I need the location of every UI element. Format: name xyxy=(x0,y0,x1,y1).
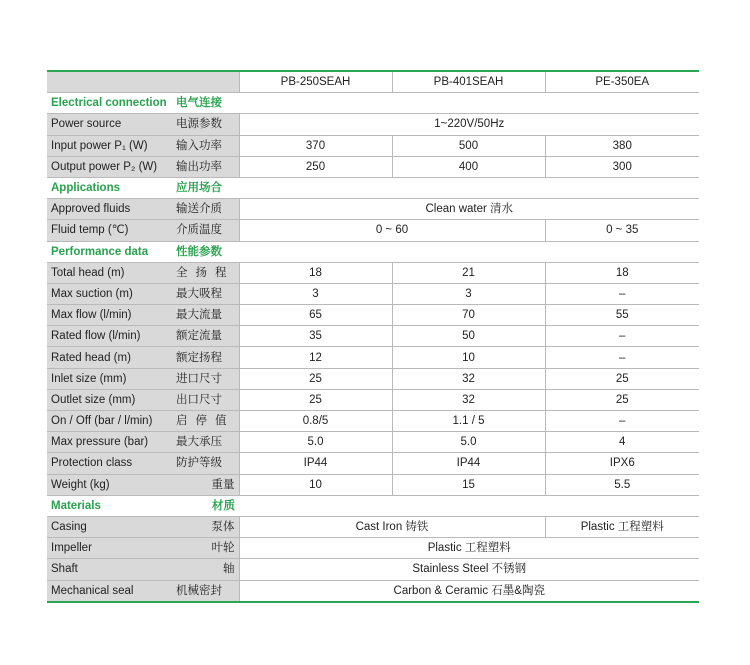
row-value: 35 xyxy=(239,326,392,347)
row-label-cn: 介质温度 xyxy=(172,220,239,241)
table-row xyxy=(47,580,699,602)
table-row xyxy=(47,283,699,304)
row-label-cn: 额定扬程 xyxy=(172,347,239,368)
row-value: 0 ~ 60 xyxy=(239,220,545,241)
row-value: 25 xyxy=(239,389,392,410)
row-value: 380 xyxy=(545,135,699,156)
section-title-en: Materials xyxy=(47,495,172,516)
row-label-en: Protection class xyxy=(47,453,172,474)
header-label-cell xyxy=(47,71,239,93)
model-name: PB-401SEAH xyxy=(392,71,545,93)
row-label-cn: 全扬程 xyxy=(172,262,239,283)
section-header-materials xyxy=(47,495,699,516)
row-value: 32 xyxy=(392,389,545,410)
table-row xyxy=(47,305,699,326)
row-value: 0.8/5 xyxy=(239,411,392,432)
row-value: 370 xyxy=(239,135,392,156)
row-label-cn: 最大流量 xyxy=(172,305,239,326)
row-value: 65 xyxy=(239,305,392,326)
row-label-cn: 进口尺寸 xyxy=(172,368,239,389)
row-value: 10 xyxy=(392,347,545,368)
row-value: 25 xyxy=(545,389,699,410)
row-value: 50 xyxy=(392,326,545,347)
row-value: 21 xyxy=(392,262,545,283)
row-label-cn: 输入功率 xyxy=(172,135,239,156)
row-label-cn: 轴 xyxy=(172,559,239,580)
row-label-en: Casing xyxy=(47,516,172,537)
section-header-applications xyxy=(47,177,699,198)
row-value: Stainless Steel 不锈钢 xyxy=(239,559,699,580)
row-label-en: Mechanical seal xyxy=(47,580,172,602)
row-label-cn: 出口尺寸 xyxy=(172,389,239,410)
row-label-en: Shaft xyxy=(47,559,172,580)
row-value: IPX6 xyxy=(545,453,699,474)
table-row xyxy=(47,516,699,537)
row-label-cn: 防护等级 xyxy=(172,453,239,474)
section-header-performance xyxy=(47,241,699,262)
row-value: 5.0 xyxy=(239,432,392,453)
row-value: 25 xyxy=(239,368,392,389)
row-value: 500 xyxy=(392,135,545,156)
table-row xyxy=(47,538,699,559)
row-value: – xyxy=(545,411,699,432)
section-title-cn: 材质 xyxy=(172,495,239,516)
row-value: 1.1 / 5 xyxy=(392,411,545,432)
row-value: Clean water 清水 xyxy=(239,199,699,220)
table-row xyxy=(47,114,699,135)
model-name: PE-350EA xyxy=(545,71,699,93)
row-label-cn: 最大吸程 xyxy=(172,283,239,304)
row-value: 18 xyxy=(239,262,392,283)
row-value: 4 xyxy=(545,432,699,453)
row-label-en: Total head (m) xyxy=(47,262,172,283)
section-title-en: Performance data xyxy=(47,241,172,262)
row-value: 250 xyxy=(239,156,392,177)
row-label-en: Weight (kg) xyxy=(47,474,172,495)
row-value: Cast Iron 铸铁 xyxy=(239,516,545,537)
row-label-en: Max suction (m) xyxy=(47,283,172,304)
row-value: IP44 xyxy=(239,453,392,474)
row-label-en: Output power P₂ (W) xyxy=(47,156,172,177)
table-row xyxy=(47,368,699,389)
table-row xyxy=(47,347,699,368)
row-label-cn: 额定流量 xyxy=(172,326,239,347)
row-value: 1~220V/50Hz xyxy=(239,114,699,135)
row-label-en: Max pressure (bar) xyxy=(47,432,172,453)
row-value: 70 xyxy=(392,305,545,326)
row-value: Plastic 工程塑料 xyxy=(239,538,699,559)
row-label-cn: 启停值 xyxy=(172,411,239,432)
row-value: 55 xyxy=(545,305,699,326)
row-label-en: Impeller xyxy=(47,538,172,559)
table-row xyxy=(47,411,699,432)
table-row xyxy=(47,559,699,580)
row-label-cn: 叶轮 xyxy=(172,538,239,559)
model-header-row xyxy=(47,71,699,93)
row-label-en: Inlet size (mm) xyxy=(47,368,172,389)
section-title-cn: 性能参数 xyxy=(172,241,239,262)
row-label-cn: 泵体 xyxy=(172,516,239,537)
row-label-cn: 重量 xyxy=(172,474,239,495)
row-label-en: Power source xyxy=(47,114,172,135)
table-row xyxy=(47,474,699,495)
row-value: 12 xyxy=(239,347,392,368)
table-row xyxy=(47,326,699,347)
table-row xyxy=(47,432,699,453)
row-label-en: Rated flow (l/min) xyxy=(47,326,172,347)
row-value: 15 xyxy=(392,474,545,495)
row-value: 3 xyxy=(239,283,392,304)
row-label-cn: 输出功率 xyxy=(172,156,239,177)
row-value: Plastic 工程塑料 xyxy=(545,516,699,537)
row-value: – xyxy=(545,326,699,347)
row-value: 32 xyxy=(392,368,545,389)
row-label-en: Fluid temp (℃) xyxy=(47,220,172,241)
table-row xyxy=(47,135,699,156)
row-value: 25 xyxy=(545,368,699,389)
row-label-en: Approved fluids xyxy=(47,199,172,220)
row-value: 0 ~ 35 xyxy=(545,220,699,241)
row-label-en: On / Off (bar / l/min) xyxy=(47,411,172,432)
row-value: 5.0 xyxy=(392,432,545,453)
table-row xyxy=(47,199,699,220)
table-row xyxy=(47,220,699,241)
row-label-cn: 电源参数 xyxy=(172,114,239,135)
row-value: – xyxy=(545,283,699,304)
section-title-en: Electrical connection xyxy=(47,93,172,114)
table-row xyxy=(47,156,699,177)
section-title-cn: 应用场合 xyxy=(172,177,239,198)
row-label-cn: 输送介质 xyxy=(172,199,239,220)
table-row xyxy=(47,262,699,283)
row-value: IP44 xyxy=(392,453,545,474)
row-value: Carbon & Ceramic 石墨&陶瓷 xyxy=(239,580,699,602)
row-label-en: Max flow (l/min) xyxy=(47,305,172,326)
row-value: 400 xyxy=(392,156,545,177)
row-label-en: Rated head (m) xyxy=(47,347,172,368)
row-value: – xyxy=(545,347,699,368)
spec-table xyxy=(47,70,699,603)
section-title-en: Applications xyxy=(47,177,172,198)
row-value: 5.5 xyxy=(545,474,699,495)
row-value: 300 xyxy=(545,156,699,177)
row-value: 3 xyxy=(392,283,545,304)
row-value: 10 xyxy=(239,474,392,495)
table-row xyxy=(47,389,699,410)
row-label-en: Outlet size (mm) xyxy=(47,389,172,410)
section-title-cn: 电气连接 xyxy=(172,93,239,114)
section-header-electrical xyxy=(47,93,699,114)
table-row xyxy=(47,453,699,474)
row-label-en: Input power P₁ (W) xyxy=(47,135,172,156)
model-name: PB-250SEAH xyxy=(239,71,392,93)
row-label-cn: 机械密封 xyxy=(172,580,239,602)
row-value: 18 xyxy=(545,262,699,283)
row-label-cn: 最大承压 xyxy=(172,432,239,453)
